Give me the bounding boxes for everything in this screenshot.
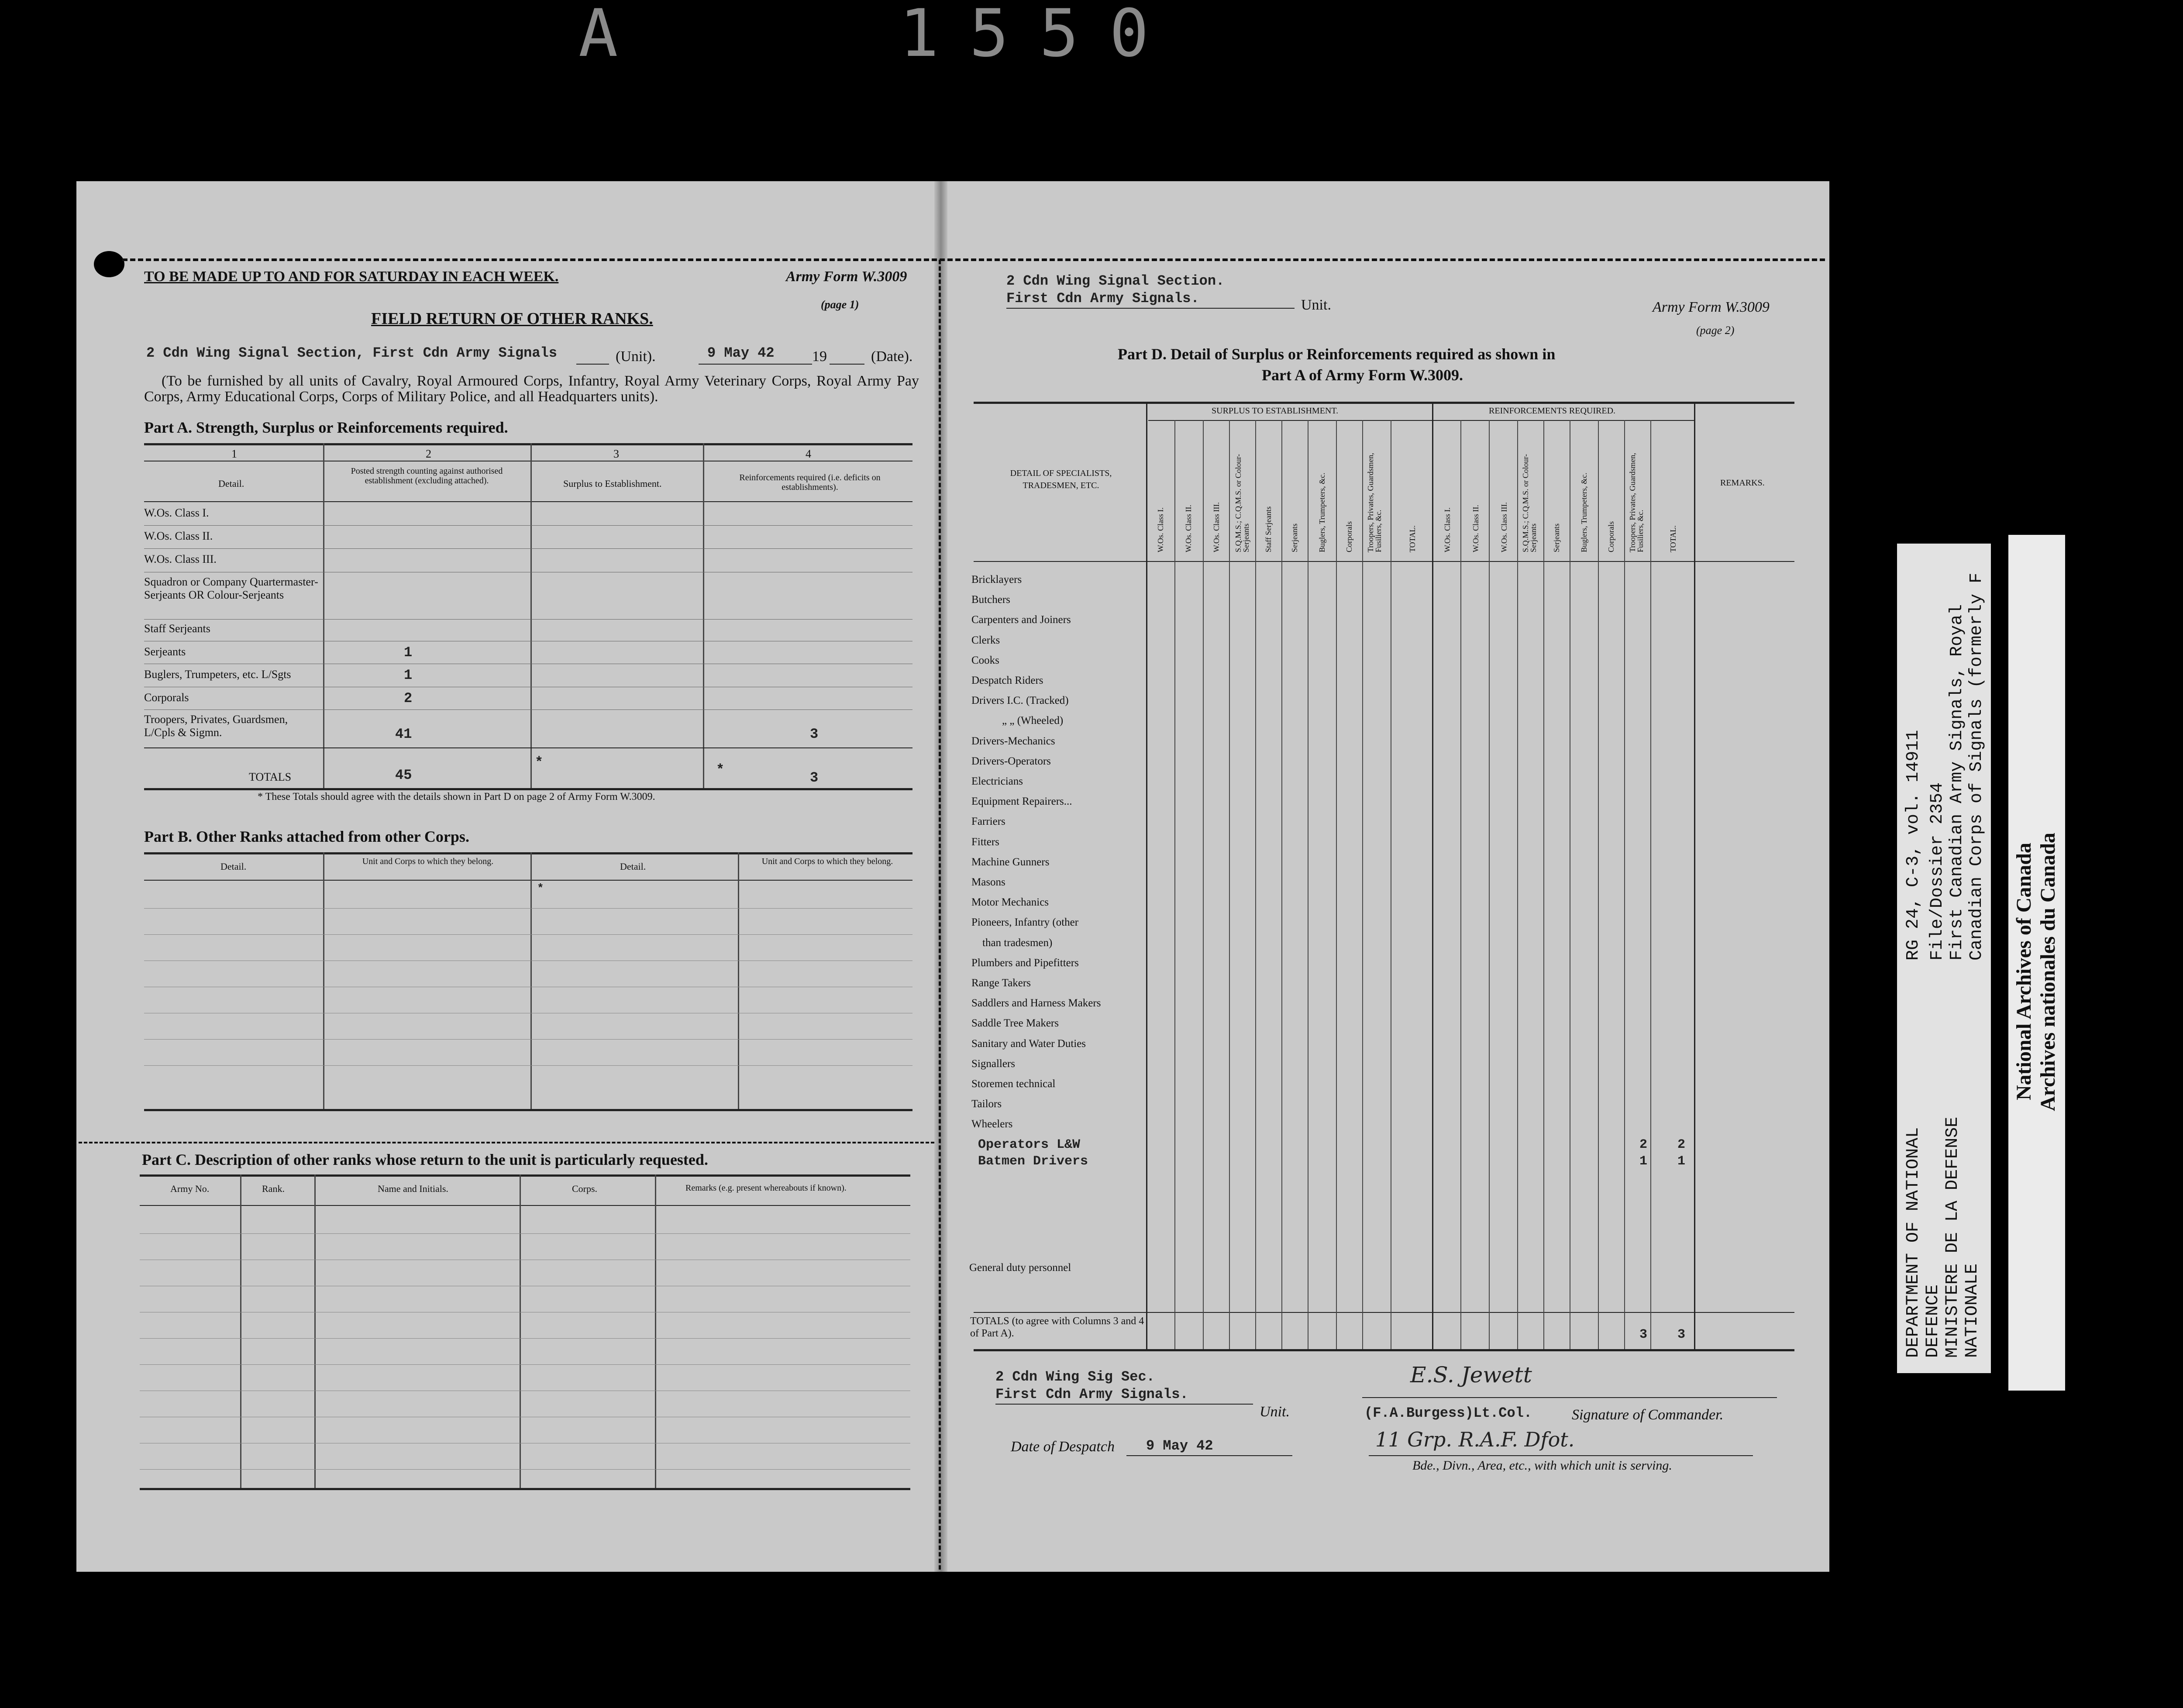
partd-typed-row-label: Batmen Drivers [978, 1154, 1088, 1169]
partd-col-header: S.Q.M.S.; C.Q.M.S. or Colour-Serjeants [1521, 454, 1538, 552]
trade-row: Sanitary and Water Duties [971, 1037, 1086, 1050]
archive-nac-fr: Archives nationales du Canada [2036, 833, 2059, 1111]
parta-row-detail: Staff Serjeants [144, 622, 210, 635]
archive-dept-1: DEPARTMENT OF NATIONAL [1904, 1127, 1923, 1358]
archive-ref-3: First Canadian Army Signals, Royal [1947, 604, 1967, 961]
partc-header-armyno: Army No. [170, 1183, 210, 1194]
commander-name: (F.A.Burgess)Lt.Col. [1364, 1405, 1532, 1421]
trade-row: Saddlers and Harness Makers [971, 997, 1101, 1009]
parta-header-posted: Posted strength counting against authorised establishment (excluding attached). [351, 466, 503, 486]
partd-typed-row-troopers: 2 [1639, 1137, 1648, 1152]
partd-col-header: Buglers, Trumpeters, &c. [1318, 472, 1326, 552]
page-label-p1: (page 1) [821, 298, 859, 311]
parta-totals-posted: 45 [395, 767, 412, 783]
trade-row: Drivers-Mechanics [971, 735, 1055, 747]
parta-row-detail: Buglers, Trumpeters, etc. L/Sgts [144, 668, 291, 681]
sign-unit-line1: 2 Cdn Wing Sig Sec. [995, 1369, 1155, 1385]
parta-reinf-value: 3 [810, 726, 819, 742]
archive-ref-4: Canadian Corps of Signals (formerly F [1967, 572, 1987, 961]
unit-value: 2 Cdn Wing Signal Section, First Cdn Army Signals [146, 345, 557, 361]
p2-unit-label: Unit. [1301, 297, 1331, 313]
parta-colnum-4: 4 [806, 448, 811, 460]
trade-row: Masons [971, 876, 1005, 888]
archive-nac-en: National Archives of Canada [2012, 843, 2035, 1100]
parta-totals-surplus-mark: * [535, 754, 544, 771]
partd-col-header: Buglers, Trumpeters, &c. [1580, 472, 1588, 552]
partd-typed-row-troopers: 1 [1639, 1154, 1648, 1169]
sign-unit-line2: First Cdn Army Signals. [995, 1386, 1188, 1402]
parta-colnum-1: 1 [231, 448, 237, 460]
partd-col-header: Troopers, Privates, Guardsmen, Fusiliers, &c. [1366, 453, 1383, 552]
parta-totals-label: TOTALS [249, 771, 292, 783]
partd-trade-list [971, 570, 1144, 1135]
punch-hole [94, 251, 124, 277]
partb-header-detail: Detail. [220, 861, 247, 872]
partd-group-surplus: SURPLUS TO ESTABLISHMENT. [1212, 406, 1339, 416]
partd-col-header: S.Q.M.S.; C.Q.M.S. or Colour-Serjeants [1234, 454, 1250, 552]
bde-handwritten: 11 Grp. R.A.F. Dfot. [1375, 1428, 1575, 1451]
p2-unit-line2: First Cdn Army Signals. [1006, 290, 1199, 306]
partd-col-header: W.Os. Class II. [1184, 505, 1193, 552]
parta-row-detail: W.Os. Class II. [144, 530, 213, 542]
parta-colnum-3: 3 [613, 448, 619, 460]
film-mark-a: A [578, 0, 618, 72]
partd-col-header: Troopers, Privates, Guardsmen, Fusiliers, &c. [1628, 453, 1645, 552]
form-number-p2: Army Form W.3009 [1653, 299, 1770, 315]
trade-row: Range Takers [971, 977, 1031, 989]
partb-title: Part B. Other Ranks attached from other Corps. [144, 828, 469, 845]
parta-row-detail: Serjeants [144, 645, 186, 658]
archive-ref-1: RG 24, C-3, vol. 14911 [1904, 730, 1923, 961]
trade-row: Saddle Tree Makers [971, 1017, 1059, 1030]
parta-row-detail: W.Os. Class I. [144, 506, 209, 519]
partd-col-header: W.Os. Class III. [1500, 502, 1508, 552]
partd-totals-troopers: 3 [1639, 1327, 1648, 1342]
partd-typed-row-total: 2 [1677, 1137, 1686, 1152]
partd-col-header: W.Os. Class II. [1471, 505, 1480, 552]
center-dashed-line [939, 260, 941, 1570]
trade-row: Bricklayers [971, 574, 1022, 585]
partc-title: Part C. Description of other ranks whose return to the unit is particularly requested. [142, 1151, 708, 1168]
partd-totals-total: 3 [1677, 1327, 1686, 1342]
parta-title: Part A. Strength, Surplus or Reinforcements required. [144, 419, 508, 436]
partd-col-header: TOTAL. [1669, 525, 1677, 552]
partb-header-unit-2: Unit and Corps to which they belong. [761, 857, 893, 866]
parta-row-detail: Corporals [144, 691, 189, 704]
trade-row: Fitters [971, 836, 999, 848]
unit-label: (Unit). [616, 348, 656, 365]
parta-row-detail: Squadron or Company Quartermaster-Serjeants OR Colour-Serjeants [144, 575, 318, 601]
trade-row: Farriers [971, 816, 1005, 828]
page-fold [934, 181, 947, 1572]
date-year: 19 [812, 348, 827, 365]
parta-posted-value: 1 [404, 644, 413, 661]
partd-general-duty: General duty personnel [969, 1262, 1071, 1274]
commander-signature: E.S. Jewett [1410, 1362, 1532, 1388]
parta-row-detail: W.Os. Class III. [144, 553, 217, 565]
date-label: (Date). [871, 348, 913, 365]
partd-col-header: W.Os. Class I. [1156, 507, 1165, 552]
partc-header-remarks: Remarks (e.g. present whereabouts if known). [685, 1183, 847, 1193]
trade-row: Motor Mechanics [971, 896, 1049, 909]
bde-label: Bde., Divn., Area, etc., with which unit is serving. [1412, 1458, 1672, 1473]
furnish-note: (To be furnished by all units of Cavalry, Royal Armoured Corps, Infantry, Royal Army Veterinary Corps, Royal Army Pay Corps, Army Educational Corps, Corps of Military Police, and all Headquarters units). [144, 373, 919, 405]
trade-row: Electricians [971, 775, 1023, 788]
partd-typed-row-total: 1 [1677, 1154, 1686, 1169]
trade-row: Plumbers and Pipefitters [971, 957, 1079, 969]
partd-col-header: TOTAL. [1408, 525, 1417, 552]
partd-col-header: W.Os. Class III. [1212, 502, 1221, 552]
trade-row: Equipment Repairers... [971, 795, 1072, 808]
parta-totals-reinf-mark: * [716, 762, 725, 778]
film-mark-number: 1550 [899, 0, 1180, 72]
partd-col-header: Corporals [1345, 521, 1353, 552]
trade-row: Wheelers [971, 1118, 1013, 1130]
archive-dept-3: MINISTERE DE LA DEFENSE [1943, 1116, 1963, 1358]
trade-row: Butchers [971, 594, 1010, 606]
partd-typed-row-label: Operators L&W [978, 1137, 1081, 1152]
trade-row: Drivers-Operators [971, 755, 1051, 767]
trade-row: Cooks [971, 654, 999, 666]
page-label-p2: (page 2) [1696, 324, 1735, 337]
parta-colnum-2: 2 [426, 448, 431, 460]
parta-posted-value: 1 [404, 667, 413, 683]
partb-header-detail-2: Detail. [620, 861, 646, 872]
date-value: 9 May 42 [707, 345, 775, 361]
partc-header-corps: Corps. [572, 1183, 598, 1194]
parta-header-reinf: Reinforcements required (i.e. deficits on establishments). [739, 473, 881, 492]
partd-col-header: Serjeants [1290, 523, 1299, 552]
parta-row-detail: Troopers, Privates, Guardsmen, L/Cpls & Sigmn. [144, 713, 288, 739]
parta-totals-reinf: 3 [810, 770, 819, 786]
trade-row: Carpenters and Joiners [971, 614, 1071, 626]
form-title: FIELD RETURN OF OTHER RANKS. [371, 310, 653, 328]
parta-note: * These Totals should agree with the details shown in Part D on page 2 of Army Form W.3009. [258, 791, 655, 802]
partd-col-header: W.Os. Class I. [1443, 507, 1452, 552]
instruction-text: TO BE MADE UP TO AND FOR SATURDAY IN EACH WEEK. [144, 269, 559, 285]
partd-col-header: Serjeants [1552, 523, 1561, 552]
archive-ref-2: File/Dossier 2354 [1928, 782, 1947, 961]
trade-row: Tailors [971, 1098, 1002, 1110]
top-dashed-line [122, 258, 1825, 261]
trade-row: Signallers [971, 1057, 1015, 1070]
partd-totals-label: TOTALS (to agree with Columns 3 and 4 of Part A). [970, 1315, 1144, 1339]
partd-col-header: Corporals [1607, 521, 1615, 552]
partd-detail-header: DETAIL OF SPECIALISTS, TRADESMEN, ETC. [1010, 468, 1112, 490]
trade-row: Machine Gunners [971, 856, 1050, 868]
partd-title-line1: Part D. Detail of Surplus or Reinforcements required as shown in [1118, 345, 1556, 363]
partc-dashed-line [79, 1142, 934, 1143]
partc-header-name: Name and Initials. [378, 1183, 448, 1194]
trade-row: Storemen technical [971, 1078, 1056, 1090]
partb-header-unit: Unit and Corps to which they belong. [362, 857, 494, 866]
partd-title-line2: Part A of Army Form W.3009. [1262, 366, 1463, 384]
parta-header-surplus: Surplus to Establishment. [563, 478, 662, 489]
trade-row: Clerks [971, 634, 1000, 646]
despatch-value: 9 May 42 [1146, 1438, 1213, 1454]
partd-col-header: Staff Serjeants [1264, 506, 1273, 552]
partd-group-reinf: REINFORCEMENTS REQUIRED. [1489, 406, 1616, 416]
partc-header-rank: Rank. [262, 1183, 285, 1194]
partb-mark: * [537, 882, 544, 895]
archive-dept-2: DEFENCE [1923, 1284, 1943, 1358]
despatch-label: Date of Despatch [1011, 1439, 1115, 1455]
parta-header-detail: Detail. [218, 478, 244, 489]
trade-row: Pioneers, Infantry (other [971, 916, 1079, 929]
parta-posted-value: 2 [404, 690, 413, 706]
parta-posted-value: 41 [395, 726, 412, 742]
p2-unit-line1: 2 Cdn Wing Signal Section. [1006, 273, 1225, 289]
trade-row: „ „ (Wheeled) [1002, 715, 1064, 727]
trade-row: Drivers I.C. (Tracked) [971, 695, 1069, 707]
archive-dept-4: NATIONALE [1963, 1263, 1982, 1358]
trade-row: Despatch Riders [971, 675, 1043, 687]
partd-remarks-header: REMARKS. [1720, 478, 1765, 488]
sign-unit-label: Unit. [1260, 1404, 1290, 1420]
trade-row: than tradesmen) [982, 937, 1053, 949]
commander-label: Signature of Commander. [1572, 1407, 1724, 1423]
form-number-p1: Army Form W.3009 [786, 269, 907, 285]
